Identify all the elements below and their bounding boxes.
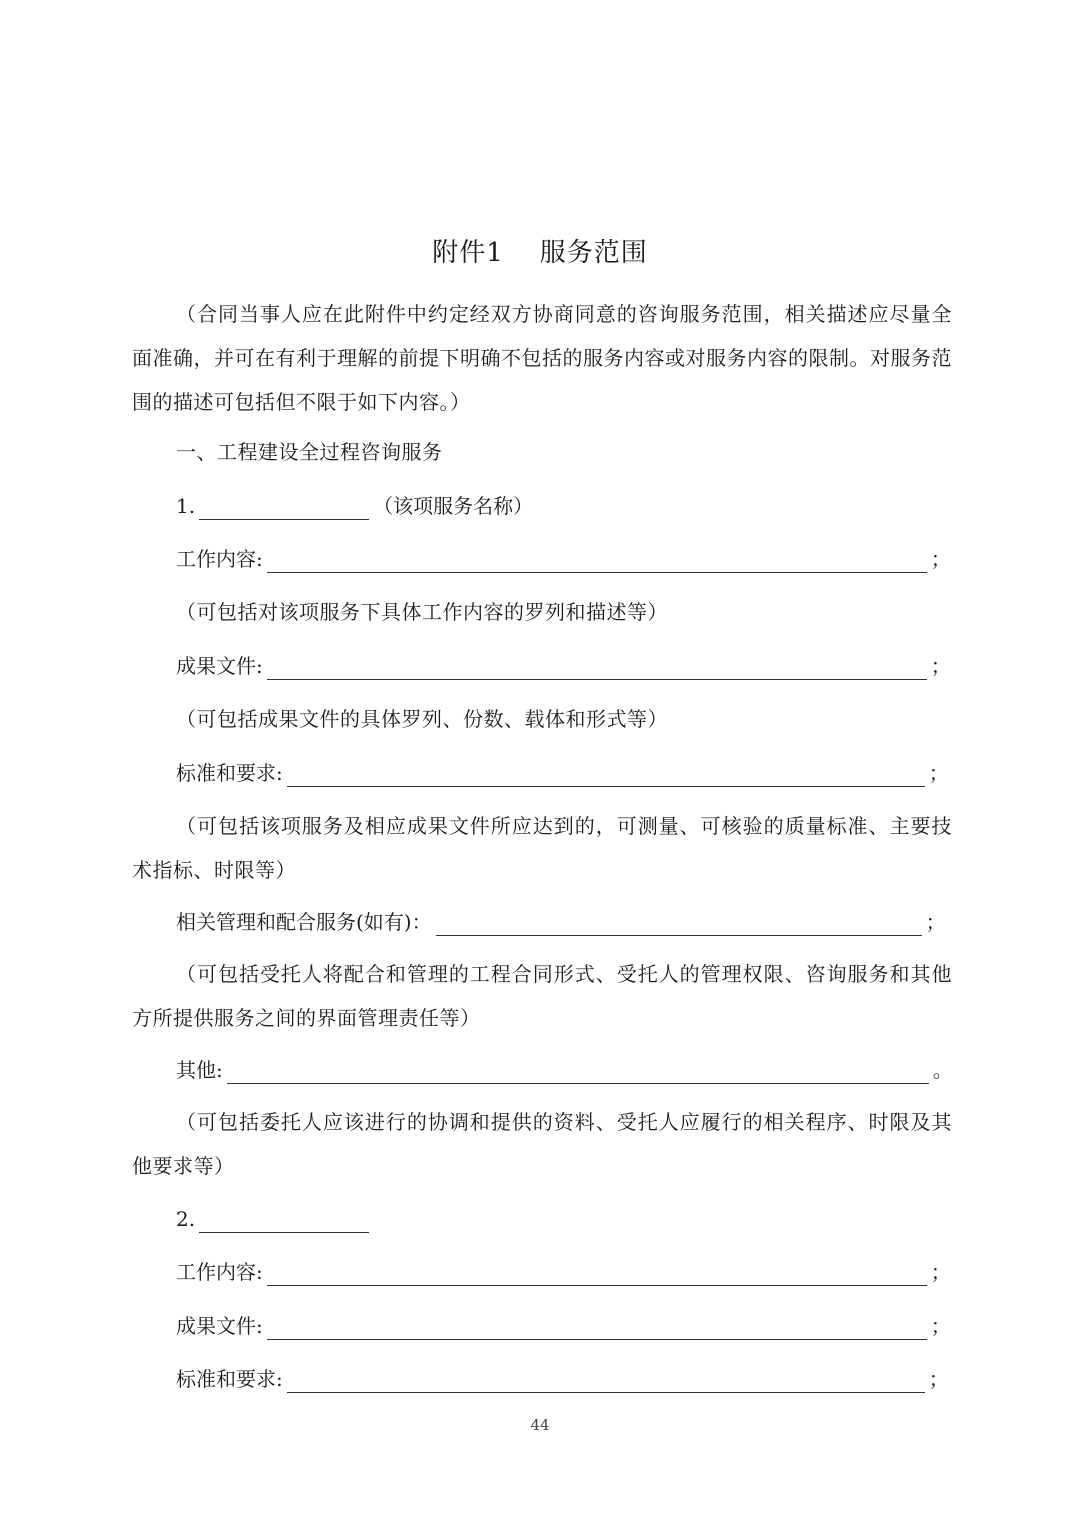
item1-standard-semicolon: ； [928, 761, 949, 785]
intro-paragraph: （合同当事人应在此附件中约定经双方协商同意的咨询服务范围，相关描述应尽量全面准确，并可在有利于理解的前提下明确不包括的服务内容或对服务内容的限制。对服务范围的描述可包括但不限于如下内容。） [132, 302, 952, 414]
item1-name-note: （该项服务名称） [373, 494, 534, 518]
item1-name-blank[interactable] [199, 497, 369, 520]
item2-standard-semicolon: ； [928, 1367, 949, 1391]
item2-standard-blank[interactable] [287, 1370, 925, 1393]
item1-standard-label: 标准和要求: [176, 761, 283, 785]
item2-standard-label: 标准和要求: [176, 1367, 283, 1391]
page-title [0, 232, 1080, 269]
item1-result-label: 成果文件: [176, 654, 263, 678]
item1-manage-note: （可包括受托人将配合和管理的工程合同形式、受托人的管理权限、咨询服务和其他方所提供服务之间的界面管理责任等） [132, 962, 952, 1030]
item2-header [176, 1205, 373, 1233]
item2-result-label: 成果文件: [176, 1314, 263, 1338]
item1-standard-note: （可包括该项服务及相应成果文件所应达到的，可测量、可核验的质量标准、主要技术指标、时限等） [132, 814, 952, 882]
item2-number: 2. [176, 1207, 196, 1231]
item2-name-blank[interactable] [199, 1210, 369, 1233]
item1-work-semicolon: ； [930, 547, 951, 571]
item2-work-blank[interactable] [267, 1263, 927, 1286]
item1-manage-row [176, 908, 946, 936]
item1-other-note: （可包括委托人应该进行的协调和提供的资料、受托人应履行的相关程序、时限及其他要求等） [132, 1110, 952, 1178]
item1-manage-semicolon: ； [925, 910, 946, 934]
item2-standard-row [176, 1365, 949, 1393]
item1-work-row [176, 545, 951, 573]
title-annex-number: 附件1 [432, 238, 504, 268]
item1-result-row [176, 652, 951, 680]
item1-manage-label: 相关管理和配合服务(如有)： [176, 910, 432, 934]
item1-result-note: （可包括成果文件的具体罗列、份数、载体和形式等） [176, 707, 668, 731]
item2-work-row [176, 1258, 951, 1286]
item1-standard-blank[interactable] [287, 764, 925, 787]
item1-work-note: （可包括对该项服务下具体工作内容的罗列和描述等） [176, 600, 668, 624]
title-text: 服务范围 [539, 238, 648, 268]
item2-work-semicolon: ； [930, 1260, 951, 1284]
item1-header [176, 492, 533, 520]
item2-result-row [176, 1312, 951, 1340]
item1-manage-blank[interactable] [436, 913, 922, 936]
item2-result-semicolon: ； [930, 1314, 951, 1338]
item1-result-blank[interactable] [267, 657, 927, 680]
item1-other-label: 其他: [176, 1058, 223, 1082]
item1-work-label: 工作内容: [176, 547, 263, 571]
page-number: 44 [530, 1416, 550, 1434]
item1-other-blank[interactable] [227, 1061, 929, 1084]
section-heading: 一、工程建设全过程咨询服务 [176, 440, 443, 464]
item1-other-period: 。 [932, 1058, 953, 1082]
item1-standard-row [176, 759, 949, 787]
item2-work-label: 工作内容: [176, 1260, 263, 1284]
item1-work-blank[interactable] [267, 550, 927, 573]
item2-result-blank[interactable] [267, 1317, 927, 1340]
item1-result-semicolon: ； [930, 654, 951, 678]
item1-number: 1. [176, 494, 196, 518]
item1-other-row [176, 1056, 953, 1084]
